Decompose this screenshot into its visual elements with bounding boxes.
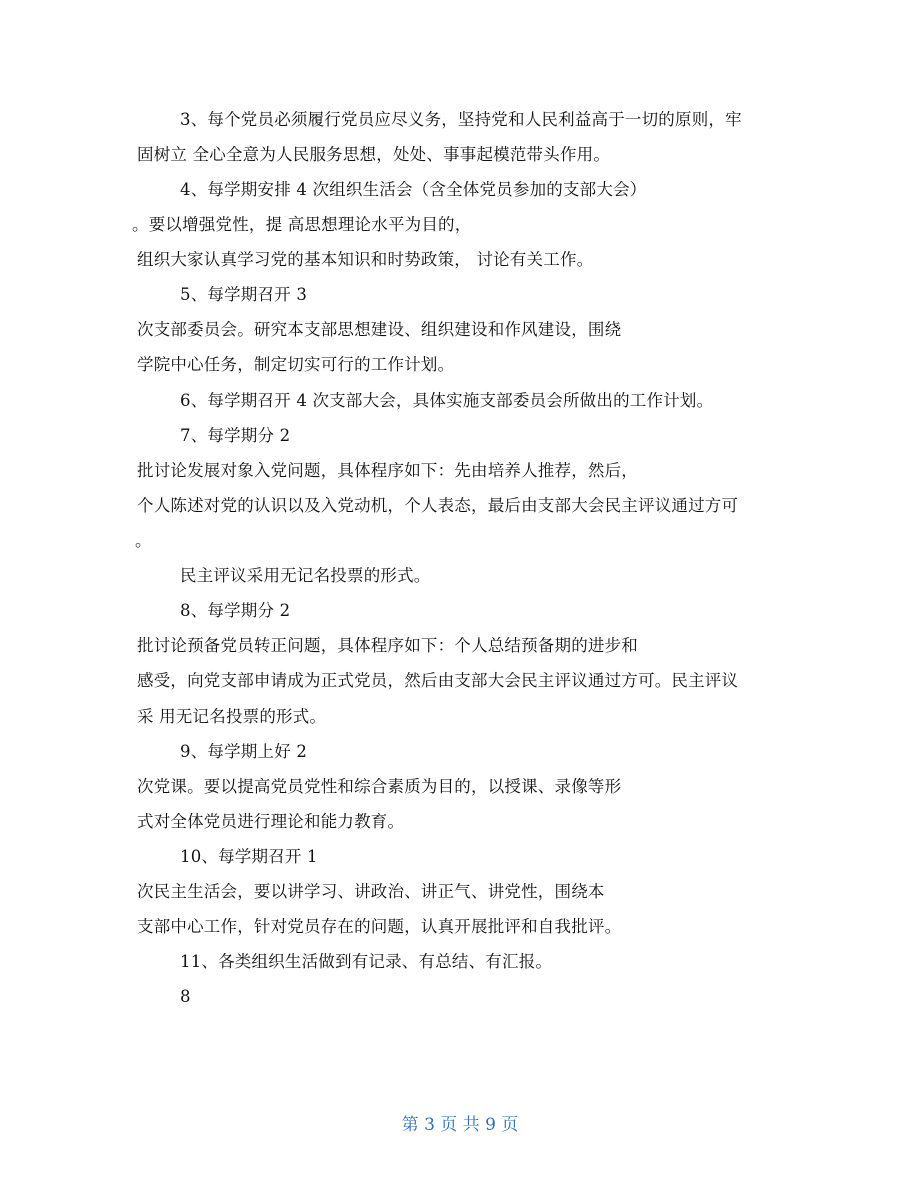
text-line: 6、每学期召开 4 次支部大会，具体实施支部委员会所做出的工作计划。 (180, 391, 714, 410)
text-line: 个人陈述对党的认识以及入党动机，个人表态，最后由支部大会民主评议通过方可 (137, 496, 739, 515)
text-line: 3、每个党员必须履行党员应尽义务，坚持党和人民利益高于一切的原则，牢 (180, 110, 742, 129)
text-line: 次支部委员会。研究本支部思想建设、组织建设和作风建设，围绕 (137, 320, 622, 339)
text-line: 9、每学期上好 2 (180, 742, 308, 761)
text-line: 10、每学期召开 1 (180, 847, 318, 866)
text-line: 8、每学期分 2 (180, 601, 291, 620)
text-line: 8 (180, 987, 191, 1006)
text-line: 7、每学期分 2 (180, 426, 291, 445)
text-line: 采 用无记名投票的形式。 (137, 707, 327, 726)
text-line: 5、每学期召开 3 (180, 285, 308, 304)
text-line: 组织大家认真学习党的基本知识和时势政策， 讨论有关工作。 (137, 250, 594, 269)
text-line: 4、每学期安排 4 次组织生活会（含全体党员参加的支部大会） (180, 180, 647, 199)
text-line: 。 (135, 531, 152, 550)
text-line: 11、各类组织生活做到有记录、有总结、有汇报。 (180, 952, 553, 971)
text-line: 感受，向党支部申请成为正式党员，然后由支部大会民主评议通过方可。民主评议 (137, 671, 739, 690)
text-line: 学院中心任务，制定切实可行的工作计划。 (137, 355, 455, 374)
text-line: 民主评议采用无记名投票的形式。 (180, 566, 431, 585)
page-number-footer: 第 3 页 共 9 页 (401, 1115, 519, 1135)
text-line: 式对全体党员进行理论和能力教育。 (137, 812, 405, 831)
text-line: 固树立 全心全意为人民服务思想，处处、事事起模范带头作用。 (137, 145, 611, 164)
text-line: 次民主生活会，要以讲学习、讲政治、讲正气、讲党性，围绕本 (137, 882, 605, 901)
text-line: 批讨论发展对象入党问题，具体程序如下：先由培养人推荐，然后， (137, 461, 638, 480)
text-line: 批讨论预备党员转正问题，具体程序如下：个人总结预备期的进步和 (137, 636, 638, 655)
text-line: 次党课。要以提高党员党性和综合素质为目的，以授课、录像等形 (137, 777, 622, 796)
text-line: 。要以增强党性，提 高思想理论水平为目的， (132, 215, 472, 234)
text-line: 支部中心工作，针对党员存在的问题，认真开展批评和自我批评。 (137, 917, 622, 936)
